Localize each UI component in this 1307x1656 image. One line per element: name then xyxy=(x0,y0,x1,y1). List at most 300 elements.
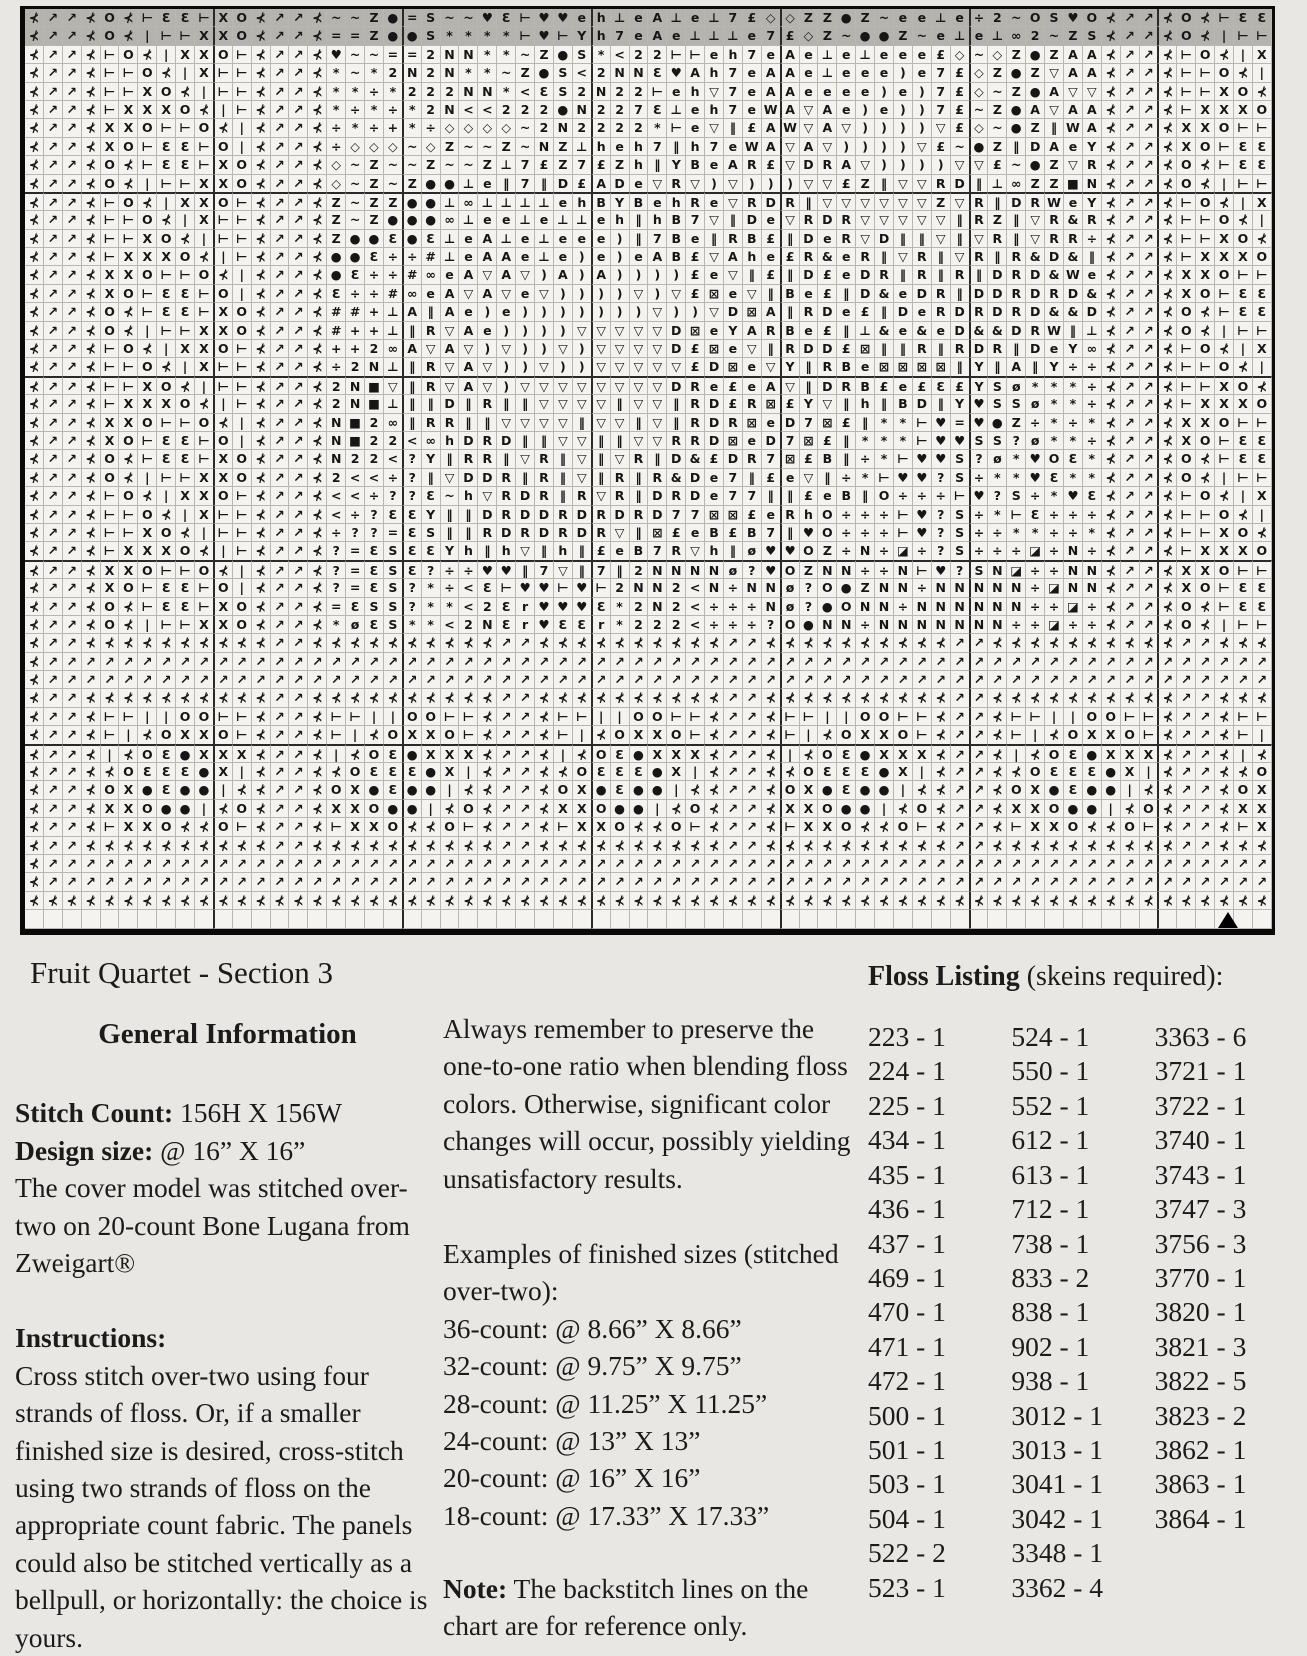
stitch-cell: ⊢ xyxy=(1177,358,1196,376)
stitch-cell: ⊀ xyxy=(252,266,271,284)
stitch-cell: ‖ xyxy=(780,524,800,542)
stitch-cell: ⊀ xyxy=(138,892,157,910)
stitch-cell: ▽ xyxy=(648,376,667,395)
stitch-cell: Ɛ xyxy=(422,542,441,560)
stitch-cell: ↗ xyxy=(1026,873,1045,891)
stitch-cell: ~ xyxy=(478,138,497,156)
stitch-cell: ↗ xyxy=(289,726,308,744)
stitch-cell: ⊀ xyxy=(762,634,781,652)
stitch-cell: ? xyxy=(365,506,384,524)
stitch-cell: ⊀ xyxy=(1157,376,1177,395)
stitch-cell: ↗ xyxy=(308,855,327,873)
stitch-cell: ⊀ xyxy=(422,892,441,910)
stitch-cell: ↗ xyxy=(1177,708,1196,726)
stitch-cell: £ xyxy=(837,340,856,358)
stitch-cell: O xyxy=(119,487,138,505)
stitch-cell: ↗ xyxy=(705,653,724,671)
stitch-cell: ↗ xyxy=(535,855,554,873)
stitch-cell: D xyxy=(535,524,554,542)
stitch-cell: ♥ xyxy=(913,524,932,542)
stitch-cell: e xyxy=(743,432,762,450)
stitch-cell: ◇ xyxy=(459,119,478,137)
stitch-cell: D xyxy=(705,414,724,432)
stitch-cell: O xyxy=(818,506,837,524)
stitch-cell: N xyxy=(1083,175,1102,193)
stitch-cell: ÷ xyxy=(1083,395,1102,413)
stitch-cell: ↗ xyxy=(44,119,63,137)
stitch-cell: ⊢ xyxy=(1177,248,1196,266)
stitch-cell: ⊀ xyxy=(213,560,233,579)
stitch-cell: ⊢ xyxy=(1253,266,1272,284)
stitch-cell: ÷ xyxy=(1083,616,1102,634)
stitch-cell: e xyxy=(800,46,819,64)
stitch-cell: ↗ xyxy=(63,616,82,634)
floss-entry: 471 - 1 xyxy=(868,1330,946,1362)
stitch-cell: ÷ xyxy=(875,560,894,579)
stitch-cell: ↗ xyxy=(1140,542,1159,560)
stitch-cell: O xyxy=(384,726,403,744)
stitch-cell: N xyxy=(327,432,346,450)
stitch-cell: ⊀ xyxy=(913,892,932,910)
stitch-cell: ↗ xyxy=(988,653,1007,671)
stitch-cell: ~ xyxy=(346,156,365,174)
stitch-cell: # xyxy=(346,303,365,321)
stitch-cell: ↗ xyxy=(951,744,970,763)
stitch-cell: £ xyxy=(837,414,856,432)
floss-entry: 472 - 1 xyxy=(868,1365,946,1397)
stitch-cell: ▽ xyxy=(648,303,667,321)
stitch-cell: ⊢ xyxy=(573,708,592,726)
stitch-cell: O xyxy=(138,414,157,432)
stitch-cell: ‖ xyxy=(800,376,819,395)
stitch-cell: ↗ xyxy=(1121,303,1140,321)
stitch-cell: Z xyxy=(1045,175,1064,193)
stitch-cell: ⊥ xyxy=(667,101,686,119)
stitch-cell: Ɛ xyxy=(384,744,403,763)
stitch-cell: ▽ xyxy=(497,285,516,303)
stitch-cell: D xyxy=(1007,192,1026,211)
stitch-cell: O xyxy=(213,432,233,450)
stitch-cell: < xyxy=(459,101,478,119)
stitch-cell: ) xyxy=(913,101,932,119)
stitch-cell: 7 xyxy=(686,506,705,524)
stitch-cell: Y xyxy=(422,450,441,468)
stitch-cell: ⊀ xyxy=(856,892,875,910)
stitch-cell: ⊀ xyxy=(478,689,497,707)
stitch-cell: R xyxy=(648,469,667,487)
stitch-cell xyxy=(554,910,573,928)
stitch-cell: ÷ xyxy=(1083,358,1102,376)
stitch-cell: A xyxy=(780,101,800,119)
stitch-cell: ⊀ xyxy=(308,248,327,266)
stitch-cell: = xyxy=(346,27,365,45)
stitch-cell: ◇ xyxy=(800,27,819,45)
stitch-cell: ↗ xyxy=(951,763,970,781)
stitch-cell: ↗ xyxy=(800,653,819,671)
stitch-cell: Ɛ xyxy=(1234,450,1253,468)
stitch-cell: ⊀ xyxy=(25,340,44,358)
stitch-cell: ⊢ xyxy=(686,818,705,836)
floss-listing-column xyxy=(868,958,1298,1605)
stitch-cell: ⊀ xyxy=(1064,634,1083,652)
stitch-cell: * xyxy=(875,450,894,468)
stitch-cell: ⊢ xyxy=(1215,598,1234,616)
stitch-cell: | xyxy=(213,542,233,560)
stitch-cell: Z xyxy=(988,64,1007,82)
stitch-cell: Ɛ xyxy=(1234,9,1253,27)
stitch-cell: O xyxy=(213,818,233,836)
stitch-cell: ⊢ xyxy=(213,708,233,726)
stitch-cell: ‖ xyxy=(969,175,989,193)
stitch-cell: ● xyxy=(195,781,214,799)
stitch-cell: ⊀ xyxy=(252,395,271,413)
stitch-cell: ⊀ xyxy=(1215,487,1234,505)
stitch-cell: Ɛ xyxy=(573,616,592,634)
stitch-cell: ÷ xyxy=(856,560,875,579)
stitch-cell: X xyxy=(1215,376,1234,395)
stitch-cell: ⊀ xyxy=(1177,892,1196,910)
stitch-cell: e xyxy=(516,248,535,266)
stitch-cell: ▽ xyxy=(894,211,913,229)
stitch-cell: ⊀ xyxy=(1083,818,1102,836)
stitch-cell: O xyxy=(800,763,819,781)
stitch-cell: D xyxy=(969,285,989,303)
stitch-cell: R xyxy=(724,230,743,248)
stitch-cell: Z xyxy=(422,156,441,174)
stitch-cell: Y xyxy=(951,395,970,413)
stitch-cell: 2 xyxy=(573,119,592,137)
stitch-cell: A xyxy=(591,266,611,284)
stitch-cell: ⊢ xyxy=(119,708,138,726)
stitch-cell: Y xyxy=(667,156,686,174)
stitch-cell: ↗ xyxy=(63,211,82,229)
stitch-cell: ↗ xyxy=(63,837,82,855)
stitch-cell: ↗ xyxy=(384,855,403,873)
stitch-cell: ⊀ xyxy=(25,101,44,119)
cross-stitch-chart xyxy=(20,6,1275,935)
stitch-cell: R xyxy=(875,266,894,284)
floss-listing-heading xyxy=(868,958,1298,996)
stitch-cell: ↗ xyxy=(743,689,762,707)
stitch-cell: ‖ xyxy=(497,395,516,413)
stitch-cell: Ɛ xyxy=(365,542,384,560)
stitch-cell: ⊀ xyxy=(308,266,327,284)
stitch-cell: ◇ xyxy=(422,138,441,156)
stitch-cell: ▽ xyxy=(800,175,819,193)
stitch-cell: S xyxy=(384,542,403,560)
stitch-cell: ‖ xyxy=(875,303,894,321)
stitch-cell: ⊀ xyxy=(308,506,327,524)
stitch-cell: e xyxy=(818,230,837,248)
stitch-cell: O xyxy=(213,138,233,156)
stitch-cell: O xyxy=(138,119,157,137)
stitch-cell: ↗ xyxy=(63,156,82,174)
stitch-cell: Y xyxy=(969,376,989,395)
stitch-cell: ▽ xyxy=(573,432,592,450)
stitch-cell: ↗ xyxy=(252,855,271,873)
stitch-cell: & xyxy=(988,322,1007,340)
stitch-cell: ⊀ xyxy=(157,634,176,652)
stitch-cell: * xyxy=(1045,432,1064,450)
stitch-cell: ↗ xyxy=(213,855,233,873)
stitch-cell: ● xyxy=(648,763,667,781)
stitch-cell: ⊀ xyxy=(630,892,649,910)
stitch-cell: ÷ xyxy=(969,542,989,560)
stitch-cell: O xyxy=(1140,800,1159,818)
floss-entry: 3862 - 1 xyxy=(1154,1433,1247,1465)
stitch-cell: ? xyxy=(402,598,422,616)
stitch-cell: ▽ xyxy=(516,542,535,560)
stitch-cell: ↗ xyxy=(271,266,290,284)
stitch-cell: N xyxy=(875,598,894,616)
stitch-cell: D xyxy=(988,285,1007,303)
stitch-cell: ▽ xyxy=(648,322,667,340)
stitch-cell: X xyxy=(101,266,120,284)
stitch-cell: ‖ xyxy=(1007,138,1026,156)
stitch-cell: ⊀ xyxy=(25,708,44,726)
stitch-cell: ↗ xyxy=(157,653,176,671)
stitch-cell: ⊀ xyxy=(837,634,856,652)
stitch-cell: N xyxy=(478,616,497,634)
stitch-cell: N xyxy=(346,376,365,395)
stitch-cell: ⊀ xyxy=(1083,892,1102,910)
stitch-cell: ⊢ xyxy=(1215,9,1234,27)
stitch-cell: ↗ xyxy=(1140,248,1159,266)
stitch-cell: ‖ xyxy=(1064,322,1083,340)
stitch-cell: ⊢ xyxy=(233,818,252,836)
stitch-cell: ▽ xyxy=(705,248,724,266)
stitch-cell: 2 xyxy=(346,358,365,376)
floss-entry: 738 - 1 xyxy=(1011,1227,1090,1259)
stitch-cell: ⊢ xyxy=(233,340,252,358)
stitch-cell: ⊀ xyxy=(82,506,101,524)
stitch-cell: D xyxy=(705,358,724,376)
stitch-cell: ) xyxy=(894,64,913,82)
stitch-cell: A xyxy=(1083,119,1102,137)
stitch-cell: h xyxy=(856,395,875,413)
stitch-cell: ~ xyxy=(346,46,365,64)
stitch-cell: ● xyxy=(818,598,837,616)
stitch-cell: ↗ xyxy=(535,873,554,891)
stitch-cell: ‖ xyxy=(459,524,478,542)
stitch-cell: O xyxy=(422,708,441,726)
stitch-cell: ⊀ xyxy=(402,634,422,652)
stitch-cell: ⊀ xyxy=(82,469,101,487)
stitch-cell: ⊢ xyxy=(327,726,346,744)
stitch-cell: ⊀ xyxy=(252,744,271,763)
stitch-cell: D xyxy=(818,211,837,229)
stitch-cell: ↗ xyxy=(1196,726,1215,744)
stitch-cell: ↗ xyxy=(648,855,667,873)
stitch-cell: ↗ xyxy=(932,855,951,873)
stitch-cell: X xyxy=(213,763,233,781)
stitch-cell: N xyxy=(327,450,346,468)
stitch-cell: A xyxy=(1064,101,1083,119)
stitch-cell: A xyxy=(648,248,667,266)
floss-entry: 550 - 1 xyxy=(1011,1055,1090,1087)
stitch-cell: ↗ xyxy=(422,671,441,689)
stitch-cell: Ɛ xyxy=(1253,285,1272,303)
stitch-cell: ‖ xyxy=(932,340,951,358)
stitch-cell: ⊀ xyxy=(252,506,271,524)
stitch-cell: ? xyxy=(932,524,951,542)
stitch-cell: R xyxy=(422,322,441,340)
stitch-cell: ~ xyxy=(913,27,932,45)
stitch-cell: ⊢ xyxy=(516,27,535,45)
stitch-cell: ‖ xyxy=(1083,248,1102,266)
stitch-cell: O xyxy=(176,248,195,266)
stitch-cell: ~ xyxy=(951,138,970,156)
stitch-cell: ▽ xyxy=(648,414,667,432)
stitch-cell: * xyxy=(327,616,346,634)
stitch-cell: e xyxy=(762,248,781,266)
stitch-cell: ⊥ xyxy=(988,175,1007,193)
stitch-cell: R xyxy=(951,266,970,284)
stitch-cell: D xyxy=(1083,303,1102,321)
stitch-cell: X xyxy=(1102,726,1121,744)
stitch-cell: ‖ xyxy=(743,469,762,487)
stitch-cell: ⊀ xyxy=(195,542,214,560)
stitch-cell: ⊀ xyxy=(535,800,554,818)
stitch-cell: ⊀ xyxy=(1253,744,1272,763)
stitch-cell: ↗ xyxy=(289,414,308,432)
stitch-cell: ⊀ xyxy=(25,248,44,266)
stitch-cell: ? xyxy=(800,598,819,616)
stitch-cell: ◇ xyxy=(497,119,516,137)
stitch-cell: ⊀ xyxy=(611,837,630,855)
stitch-cell: Ɛ xyxy=(1253,9,1272,27)
stitch-cell: ⊀ xyxy=(25,175,44,193)
stitch-cell: Z xyxy=(365,27,384,45)
stitch-cell: ↗ xyxy=(573,671,592,689)
stitch-cell: ▽ xyxy=(913,138,932,156)
stitch-cell: ⊢ xyxy=(327,708,346,726)
stitch-cell: ● xyxy=(402,27,422,45)
stitch-cell: O xyxy=(346,763,365,781)
stitch-cell: 7 xyxy=(932,83,951,101)
stitch-cell: ⊀ xyxy=(762,818,781,836)
stitch-cell: ↗ xyxy=(818,653,837,671)
stitch-cell: ⊀ xyxy=(252,598,271,616)
stitch-cell: Ɛ xyxy=(157,598,176,616)
stitch-cell: | xyxy=(1215,616,1234,634)
stitch-cell: 2 xyxy=(630,598,649,616)
stitch-cell: D xyxy=(856,266,875,284)
stitch-cell: ↗ xyxy=(969,837,989,855)
stitch-cell: e xyxy=(818,487,837,505)
stitch-cell: ⊀ xyxy=(308,322,327,340)
stitch-cell: Ɛ xyxy=(157,303,176,321)
stitch-cell: O xyxy=(157,524,176,542)
stitch-cell: ‖ xyxy=(951,358,970,376)
stitch-cell: e xyxy=(591,230,611,248)
stitch-cell: ↗ xyxy=(44,9,63,27)
stitch-cell: ÷ xyxy=(384,469,403,487)
stitch-cell: ↗ xyxy=(271,119,290,137)
stitch-cell: ↗ xyxy=(951,634,970,652)
stitch-cell: Z xyxy=(1064,27,1083,45)
stitch-cell: ⊢ xyxy=(1234,616,1253,634)
stitch-cell: ↗ xyxy=(44,376,63,395)
stitch-cell: ↗ xyxy=(856,855,875,873)
stitch-cell: ↗ xyxy=(422,873,441,891)
stitch-cell: ♥ xyxy=(478,560,497,579)
stitch-cell: X xyxy=(1215,101,1234,119)
stitch-cell: ⊀ xyxy=(913,837,932,855)
stitch-cell: ⊢ xyxy=(913,818,932,836)
stitch-cell: O xyxy=(1196,138,1215,156)
stitch-cell: e xyxy=(932,322,951,340)
stitch-cell: + xyxy=(384,119,403,137)
stitch-cell: R xyxy=(422,358,441,376)
stitch-cell: ⊢ xyxy=(233,708,252,726)
stitch-cell: X xyxy=(894,744,913,763)
stitch-cell: ↗ xyxy=(1157,873,1177,891)
stitch-cell: X xyxy=(667,763,686,781)
stitch-cell: ⊀ xyxy=(1102,340,1121,358)
stitch-cell: 7 xyxy=(630,101,649,119)
stitch-cell: ↗ xyxy=(1234,855,1253,873)
stitch-cell xyxy=(591,910,611,928)
stitch-cell: ↗ xyxy=(1196,837,1215,855)
stitch-cell: ↗ xyxy=(289,248,308,266)
stitch-cell: ▽ xyxy=(894,248,913,266)
stitch-cell: ↗ xyxy=(969,634,989,652)
floss-entry: 3042 - 1 xyxy=(1011,1502,1103,1534)
stitch-cell: O xyxy=(1196,487,1215,505)
stitch-cell: ‖ xyxy=(837,322,856,340)
stitch-cell: ↗ xyxy=(402,653,422,671)
stitch-cell: ∞ xyxy=(384,414,403,432)
stitch-cell: R xyxy=(932,175,951,193)
stitch-cell: ⊀ xyxy=(894,800,913,818)
stitch-cell: ↗ xyxy=(1121,211,1140,229)
stitch-cell: N xyxy=(478,83,497,101)
stitch-cell: ⊢ xyxy=(554,726,573,744)
stitch-cell: Ɛ xyxy=(384,781,403,799)
stitch-cell: ⊀ xyxy=(1157,598,1177,616)
stitch-cell: ⊀ xyxy=(25,64,44,82)
stitch-cell: ↗ xyxy=(44,450,63,468)
stitch-cell: ↗ xyxy=(63,487,82,505)
stitch-cell: ø xyxy=(1026,395,1045,413)
stitch-cell: ↗ xyxy=(648,653,667,671)
stitch-cell: ▽ xyxy=(573,322,592,340)
stitch-cell: S xyxy=(422,9,441,27)
stitch-cell: £ xyxy=(573,175,592,193)
stitch-cell: ⊀ xyxy=(138,340,157,358)
stitch-cell: Ɛ xyxy=(422,487,441,505)
stitch-cell: 7 xyxy=(648,230,667,248)
stitch-cell: R xyxy=(554,524,573,542)
stitch-cell: ? xyxy=(932,506,951,524)
stitch-cell: | xyxy=(327,744,346,763)
stitch-cell: W xyxy=(780,119,800,137)
stitch-cell: ↗ xyxy=(1196,800,1215,818)
stitch-cell: & xyxy=(1045,266,1064,284)
stitch-cell: ⊀ xyxy=(365,689,384,707)
stitch-cell: ⊢ xyxy=(1196,211,1215,229)
stitch-cell: ↗ xyxy=(611,855,630,873)
floss-entry: 902 - 1 xyxy=(1011,1330,1090,1362)
stitch-cell: ⊀ xyxy=(1196,175,1215,193)
stitch-cell: ↗ xyxy=(271,653,290,671)
stitch-cell: | xyxy=(233,285,252,303)
stitch-cell: # xyxy=(384,285,403,303)
stitch-cell: & xyxy=(1064,248,1083,266)
finished-sizes-list xyxy=(443,1310,868,1534)
stitch-cell: ↗ xyxy=(1121,524,1140,542)
